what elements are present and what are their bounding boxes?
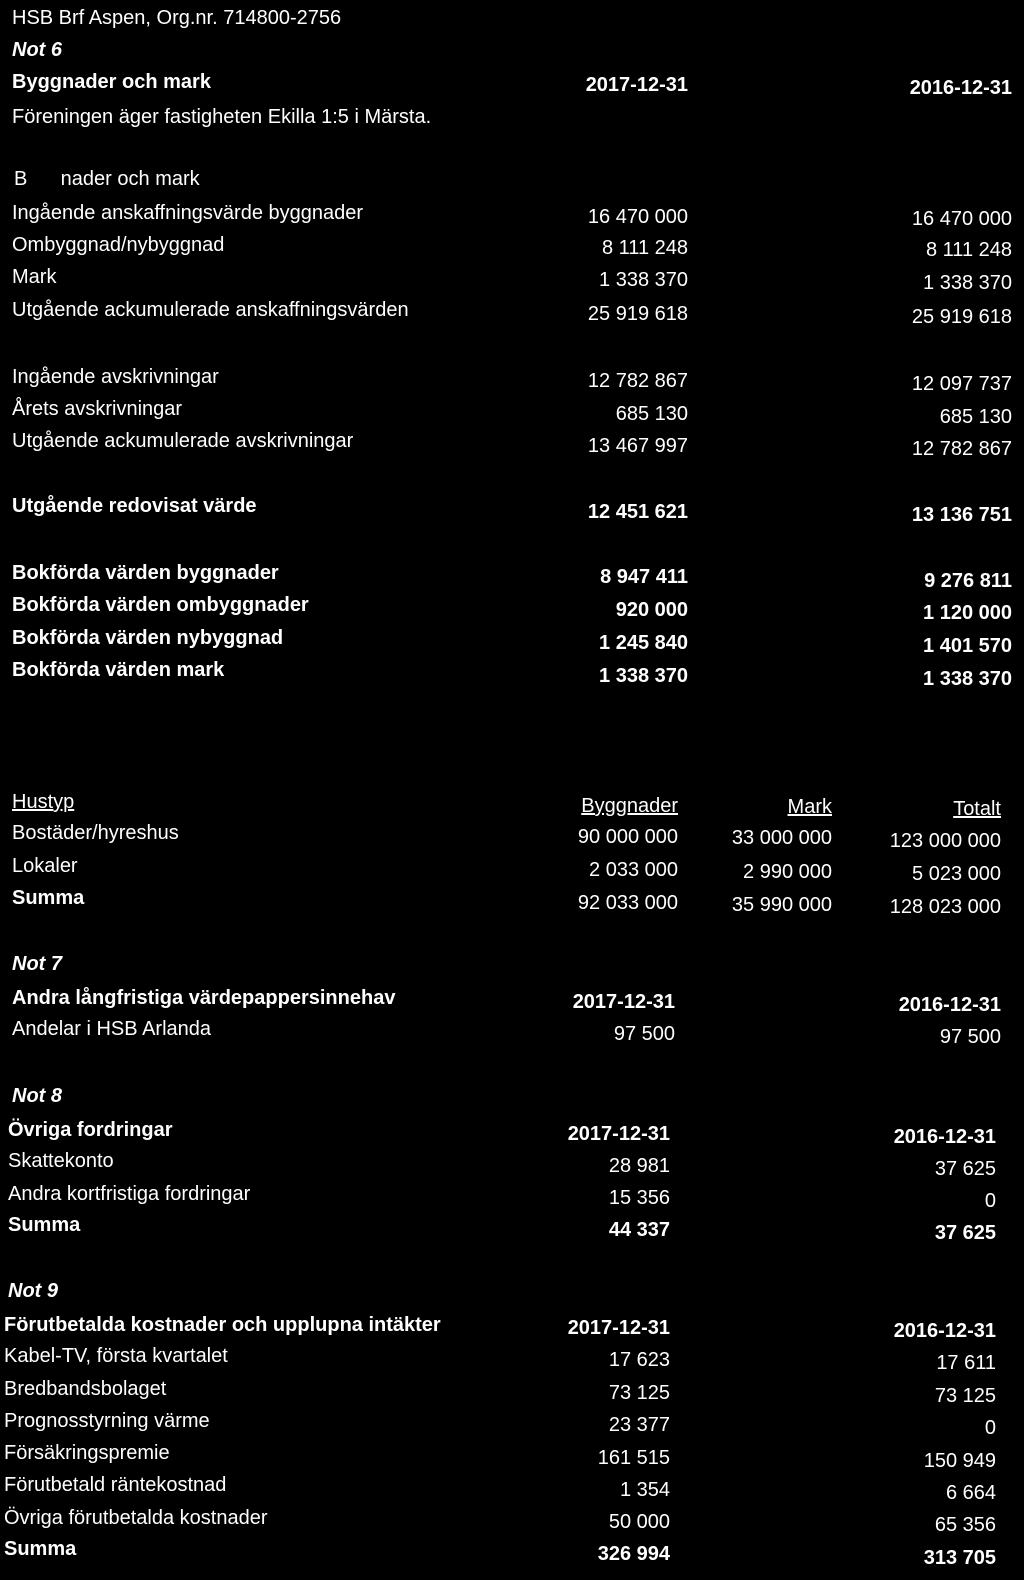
note6-row-label: Årets avskrivningar xyxy=(12,398,183,420)
org-header: HSB Brf Aspen, Org.nr. 714800-2756 xyxy=(12,7,342,29)
note9-row-label: Summa xyxy=(4,1538,77,1560)
note8-row-2017: 44 337 xyxy=(608,1219,670,1241)
hustyp-row-mark: 33 000 000 xyxy=(731,827,832,849)
note6-row-2017: 12 451 621 xyxy=(587,501,688,523)
note6-row-2016: 8 111 248 xyxy=(925,239,1012,261)
note9-row-2016: 150 949 xyxy=(923,1450,996,1472)
note6-row-label: Bokförda värden mark xyxy=(12,659,225,681)
note9-row-2016: 313 705 xyxy=(923,1547,996,1569)
note6-title: Byggnader och mark xyxy=(12,71,211,93)
note6-row-label: Bokförda värden byggnader xyxy=(12,562,279,584)
note8-row-2016: 37 625 xyxy=(934,1222,996,1244)
note6-row-label: Ingående avskrivningar xyxy=(12,366,219,388)
hustyp-header: Hustyp xyxy=(12,791,75,813)
note6-row-2016: 25 919 618 xyxy=(911,306,1012,328)
hustyp-row-byggnader: 92 033 000 xyxy=(577,892,678,914)
note6-row-2016: 16 470 000 xyxy=(911,208,1012,230)
note9-row-label: Bredbandsbolaget xyxy=(4,1378,167,1400)
note6-row-2017: 16 470 000 xyxy=(587,206,688,228)
note6-row-2017: 1 338 370 xyxy=(599,665,688,687)
hustyp-row-label: Bostäder/hyreshus xyxy=(12,822,179,844)
note9-row-2017: 50 000 xyxy=(608,1511,670,1533)
note6-date-2017: 2017-12-31 xyxy=(585,74,688,96)
note6-row-2016: 12 097 737 xyxy=(911,373,1012,395)
hustyp-row-mark: 35 990 000 xyxy=(731,894,832,916)
note6-row-label: Bokförda värden ombyggnader xyxy=(12,594,309,616)
note8-row-2016: 0 xyxy=(984,1190,996,1212)
note6-row-label: Utgående redovisat värde xyxy=(12,495,257,517)
hustyp-row-totalt: 123 000 000 xyxy=(889,830,1001,852)
note6-row-label: Bokförda värden nybyggnad xyxy=(12,627,284,649)
note6-row-2017: 12 782 867 xyxy=(587,370,688,392)
note7-row-2017: 97 500 xyxy=(613,1023,675,1045)
note9-date-2016: 2016-12-31 xyxy=(893,1320,996,1342)
totalt-header: Totalt xyxy=(953,798,1001,820)
note6-row-2016: 1 338 370 xyxy=(923,668,1012,690)
hustyp-row-totalt: 5 023 000 xyxy=(912,863,1001,885)
note9-row-label: Försäkringspremie xyxy=(4,1442,170,1464)
note8-row-2017: 28 981 xyxy=(608,1155,670,1177)
note8-date-2016: 2016-12-31 xyxy=(893,1126,996,1148)
note6-row-label: Ingående anskaffningsvärde byggnader xyxy=(12,202,364,224)
note9-row-label: Förutbetald räntekostnad xyxy=(4,1474,227,1496)
hustyp-row-totalt: 128 023 000 xyxy=(889,896,1001,918)
note9-row-label: Prognosstyrning värme xyxy=(4,1410,210,1432)
note6-row-2016: 1 120 000 xyxy=(923,602,1012,624)
note6-row-2016: 9 276 811 xyxy=(924,570,1012,592)
note6-row-2017: 1 338 370 xyxy=(599,269,688,291)
note6-section-heading: B nader och mark xyxy=(14,168,200,190)
note8-row-label: Andra kortfristiga fordringar xyxy=(8,1183,251,1205)
note6-row-2017: 1 245 840 xyxy=(599,632,688,654)
note6-row-2017: 13 467 997 xyxy=(587,435,688,457)
note6-description: Föreningen äger fastigheten Ekilla 1:5 i Märsta. xyxy=(12,106,432,128)
note8-date-2017: 2017-12-31 xyxy=(567,1123,670,1145)
note7-date-2016: 2016-12-31 xyxy=(898,994,1001,1016)
note8-row-2017: 15 356 xyxy=(608,1187,670,1209)
note6-row-2017: 920 000 xyxy=(615,599,688,621)
note7-row-2016: 97 500 xyxy=(939,1026,1001,1048)
note9-row-label: Övriga förutbetalda kostnader xyxy=(4,1507,268,1529)
note6-row-label: Mark xyxy=(12,266,57,288)
note8-row-label: Skattekonto xyxy=(8,1150,114,1172)
note9-date-2017: 2017-12-31 xyxy=(567,1317,670,1339)
note9-row-2017: 326 994 xyxy=(597,1543,670,1565)
note8-title: Övriga fordringar xyxy=(8,1119,173,1141)
note6-row-2016: 685 130 xyxy=(939,406,1012,428)
note9-row-2016: 65 356 xyxy=(934,1514,996,1536)
note6-row-2016: 1 338 370 xyxy=(923,272,1012,294)
note6-row-2016: 12 782 867 xyxy=(911,438,1012,460)
note6-row-2017: 8 947 411 xyxy=(600,566,688,588)
note9-row-2016: 6 664 xyxy=(945,1482,996,1504)
note9-row-2017: 17 623 xyxy=(608,1349,670,1371)
hustyp-row-label: Lokaler xyxy=(12,855,78,877)
note9-row-2016: 17 611 xyxy=(936,1352,996,1374)
note6-date-2016: 2016-12-31 xyxy=(909,77,1012,99)
hustyp-row-byggnader: 90 000 000 xyxy=(577,826,678,848)
note6-row-2017: 25 919 618 xyxy=(587,303,688,325)
note9-row-2017: 161 515 xyxy=(597,1447,670,1469)
note7-label: Not 7 xyxy=(12,953,62,975)
note6-row-label: Utgående ackumulerade anskaffningsvärden xyxy=(12,299,409,321)
note8-row-2016: 37 625 xyxy=(934,1158,996,1180)
note9-label: Not 9 xyxy=(8,1280,58,1302)
note9-row-2017: 1 354 xyxy=(619,1479,670,1501)
note6-row-label: Ombyggnad/nybyggnad xyxy=(12,234,225,256)
note9-row-2016: 0 xyxy=(984,1417,996,1439)
note6-label: Not 6 xyxy=(12,39,62,61)
note7-title: Andra långfristiga värdepappersinnehav xyxy=(12,987,396,1009)
hustyp-row-mark: 2 990 000 xyxy=(743,861,832,883)
hustyp-row-byggnader: 2 033 000 xyxy=(589,859,678,881)
note9-row-2017: 73 125 xyxy=(608,1382,670,1404)
note6-row-2017: 685 130 xyxy=(615,403,688,425)
note9-row-label: Kabel-TV, första kvartalet xyxy=(4,1345,228,1367)
note6-row-2016: 13 136 751 xyxy=(911,504,1012,526)
byggnader-header: Byggnader xyxy=(581,795,678,817)
note6-row-label: Utgående ackumulerade avskrivningar xyxy=(12,430,354,452)
note8-label: Not 8 xyxy=(12,1085,62,1107)
note9-title: Förutbetalda kostnader och upplupna intäkter xyxy=(4,1314,441,1336)
note6-row-2016: 1 401 570 xyxy=(923,635,1012,657)
note8-row-label: Summa xyxy=(8,1214,81,1236)
note9-row-2016: 73 125 xyxy=(934,1385,996,1407)
note7-date-2017: 2017-12-31 xyxy=(572,991,675,1013)
note7-row-label: Andelar i HSB Arlanda xyxy=(12,1018,212,1040)
hustyp-row-label: Summa xyxy=(12,887,85,909)
note6-row-2017: 8 111 248 xyxy=(601,237,688,259)
note9-row-2017: 23 377 xyxy=(608,1414,670,1436)
mark-header: Mark xyxy=(787,796,832,818)
